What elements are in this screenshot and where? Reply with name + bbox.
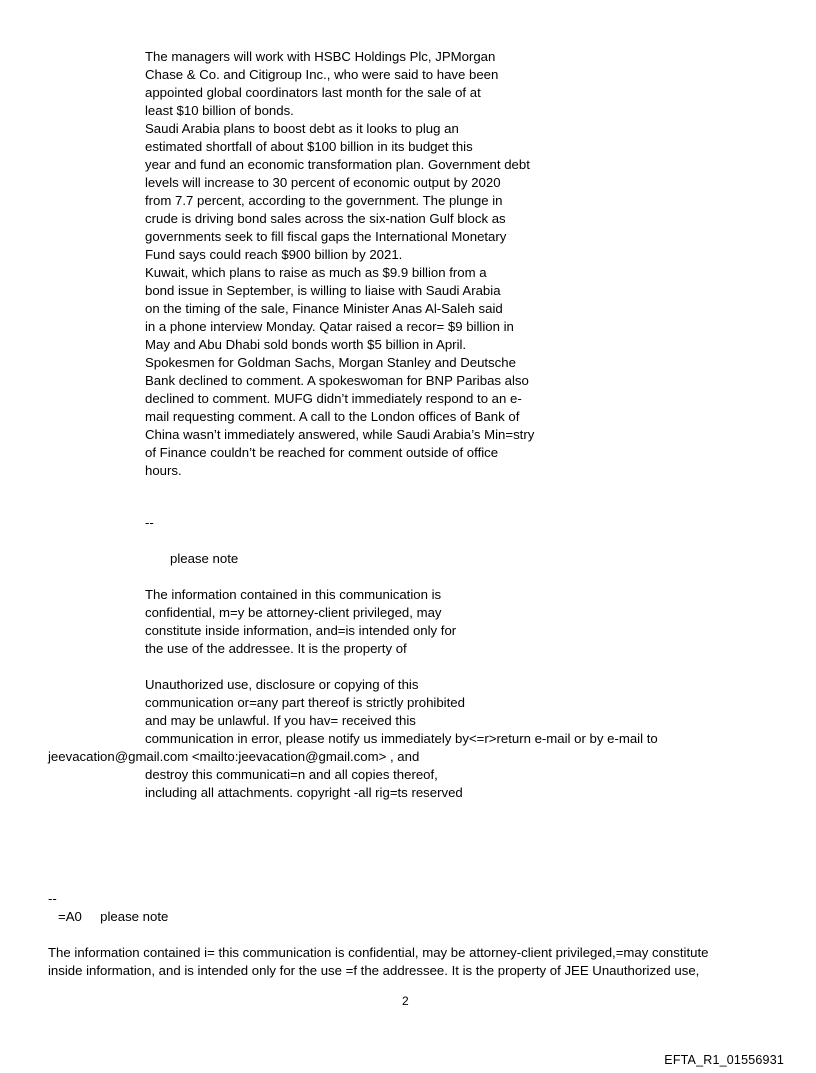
disclaimer-line: constitute inside information, and=is intended only for <box>145 623 457 638</box>
article-line: on the timing of the sale, Finance Minister Anas Al-Saleh said <box>145 301 503 316</box>
signature-separator: -- <box>145 515 154 530</box>
article-line: declined to comment. MUFG didn’t immediately respond to an e- <box>145 391 522 406</box>
article-line: Chase & Co. and Citigroup Inc., who were said to have been <box>145 67 499 82</box>
disclaimer-line: destroy this communicati=n and all copies thereof, <box>145 767 438 782</box>
document-id: EFTA_R1_01556931 <box>664 1053 784 1067</box>
disclaimer-line: the use of the addressee. It is the property of <box>145 641 407 656</box>
disclaimer-line: inside information, and is intended only for the use =f the addressee. It is the property of JEE Unauthorized use, <box>48 963 700 978</box>
article-line: hours. <box>145 463 182 478</box>
article-line: of Finance couldn’t be reached for comment outside of office <box>145 445 499 460</box>
article-line: Fund says could reach $900 billion by 2021. <box>145 247 403 262</box>
article-line: estimated shortfall of about $100 billion in its budget this <box>145 139 473 154</box>
disclaimer-line: The information contained i= this communication is confidential, may be attorney-client privileged,=may constitute <box>48 945 709 960</box>
article-line: appointed global coordinators last month for the sale of at <box>145 85 481 100</box>
signature-separator: -- <box>48 891 57 906</box>
disclaimer-line: Unauthorized use, disclosure or copying of this <box>145 677 419 692</box>
disclaimer-line: including all attachments. copyright -all rig=ts reserved <box>145 785 463 800</box>
disclaimer-line: communication or=any part thereof is strictly prohibited <box>145 695 465 710</box>
article-line: least $10 billion of bonds. <box>145 103 294 118</box>
article-line: Kuwait, which plans to raise as much as $9.9 billion from a <box>145 265 487 280</box>
article-line: crude is driving bond sales across the six-nation Gulf block as <box>145 211 506 226</box>
article-line: May and Abu Dhabi sold bonds worth $5 billion in April. <box>145 337 467 352</box>
article-line: year and fund an economic transformation plan. Government debt <box>145 157 530 172</box>
disclaimer-line: confidential, m=y be attorney-client privileged, may <box>145 605 442 620</box>
disclaimer-line: The information contained in this communication is <box>145 587 442 602</box>
article-line: The managers will work with HSBC Holdings Plc, JPMorgan <box>145 49 496 64</box>
article-line: governments seek to fill fiscal gaps the International Monetary <box>145 229 507 244</box>
email-link-line[interactable]: jeevacation@gmail.com <mailto:jeevacation@gmail.com> , and <box>48 749 420 764</box>
disclaimer-line: and may be unlawful. If you hav= received this <box>145 713 416 728</box>
article-line: Spokesmen for Goldman Sachs, Morgan Stanley and Deutsche <box>145 355 516 370</box>
please-note-heading: =A0 please note <box>58 909 169 924</box>
disclaimer-line: communication in error, please notify us immediately by<=r>return e-mail or by e-mail to <box>145 731 658 746</box>
article-line: mail requesting comment. A call to the London offices of Bank of <box>145 409 520 424</box>
article-line: bond issue in September, is willing to liaise with Saudi Arabia <box>145 283 501 298</box>
article-line: in a phone interview Monday. Qatar raised a recor= $9 billion in <box>145 319 514 334</box>
article-line: from 7.7 percent, according to the government. The plunge in <box>145 193 503 208</box>
article-line: Saudi Arabia plans to boost debt as it looks to plug an <box>145 121 459 136</box>
page-number: 2 <box>402 994 409 1008</box>
article-line: Bank declined to comment. A spokeswoman for BNP Paribas also <box>145 373 529 388</box>
article-line: China wasn’t immediately answered, while Saudi Arabia’s Min=stry <box>145 427 535 442</box>
please-note-heading: please note <box>170 551 239 566</box>
article-line: levels will increase to 30 percent of economic output by 2020 <box>145 175 501 190</box>
